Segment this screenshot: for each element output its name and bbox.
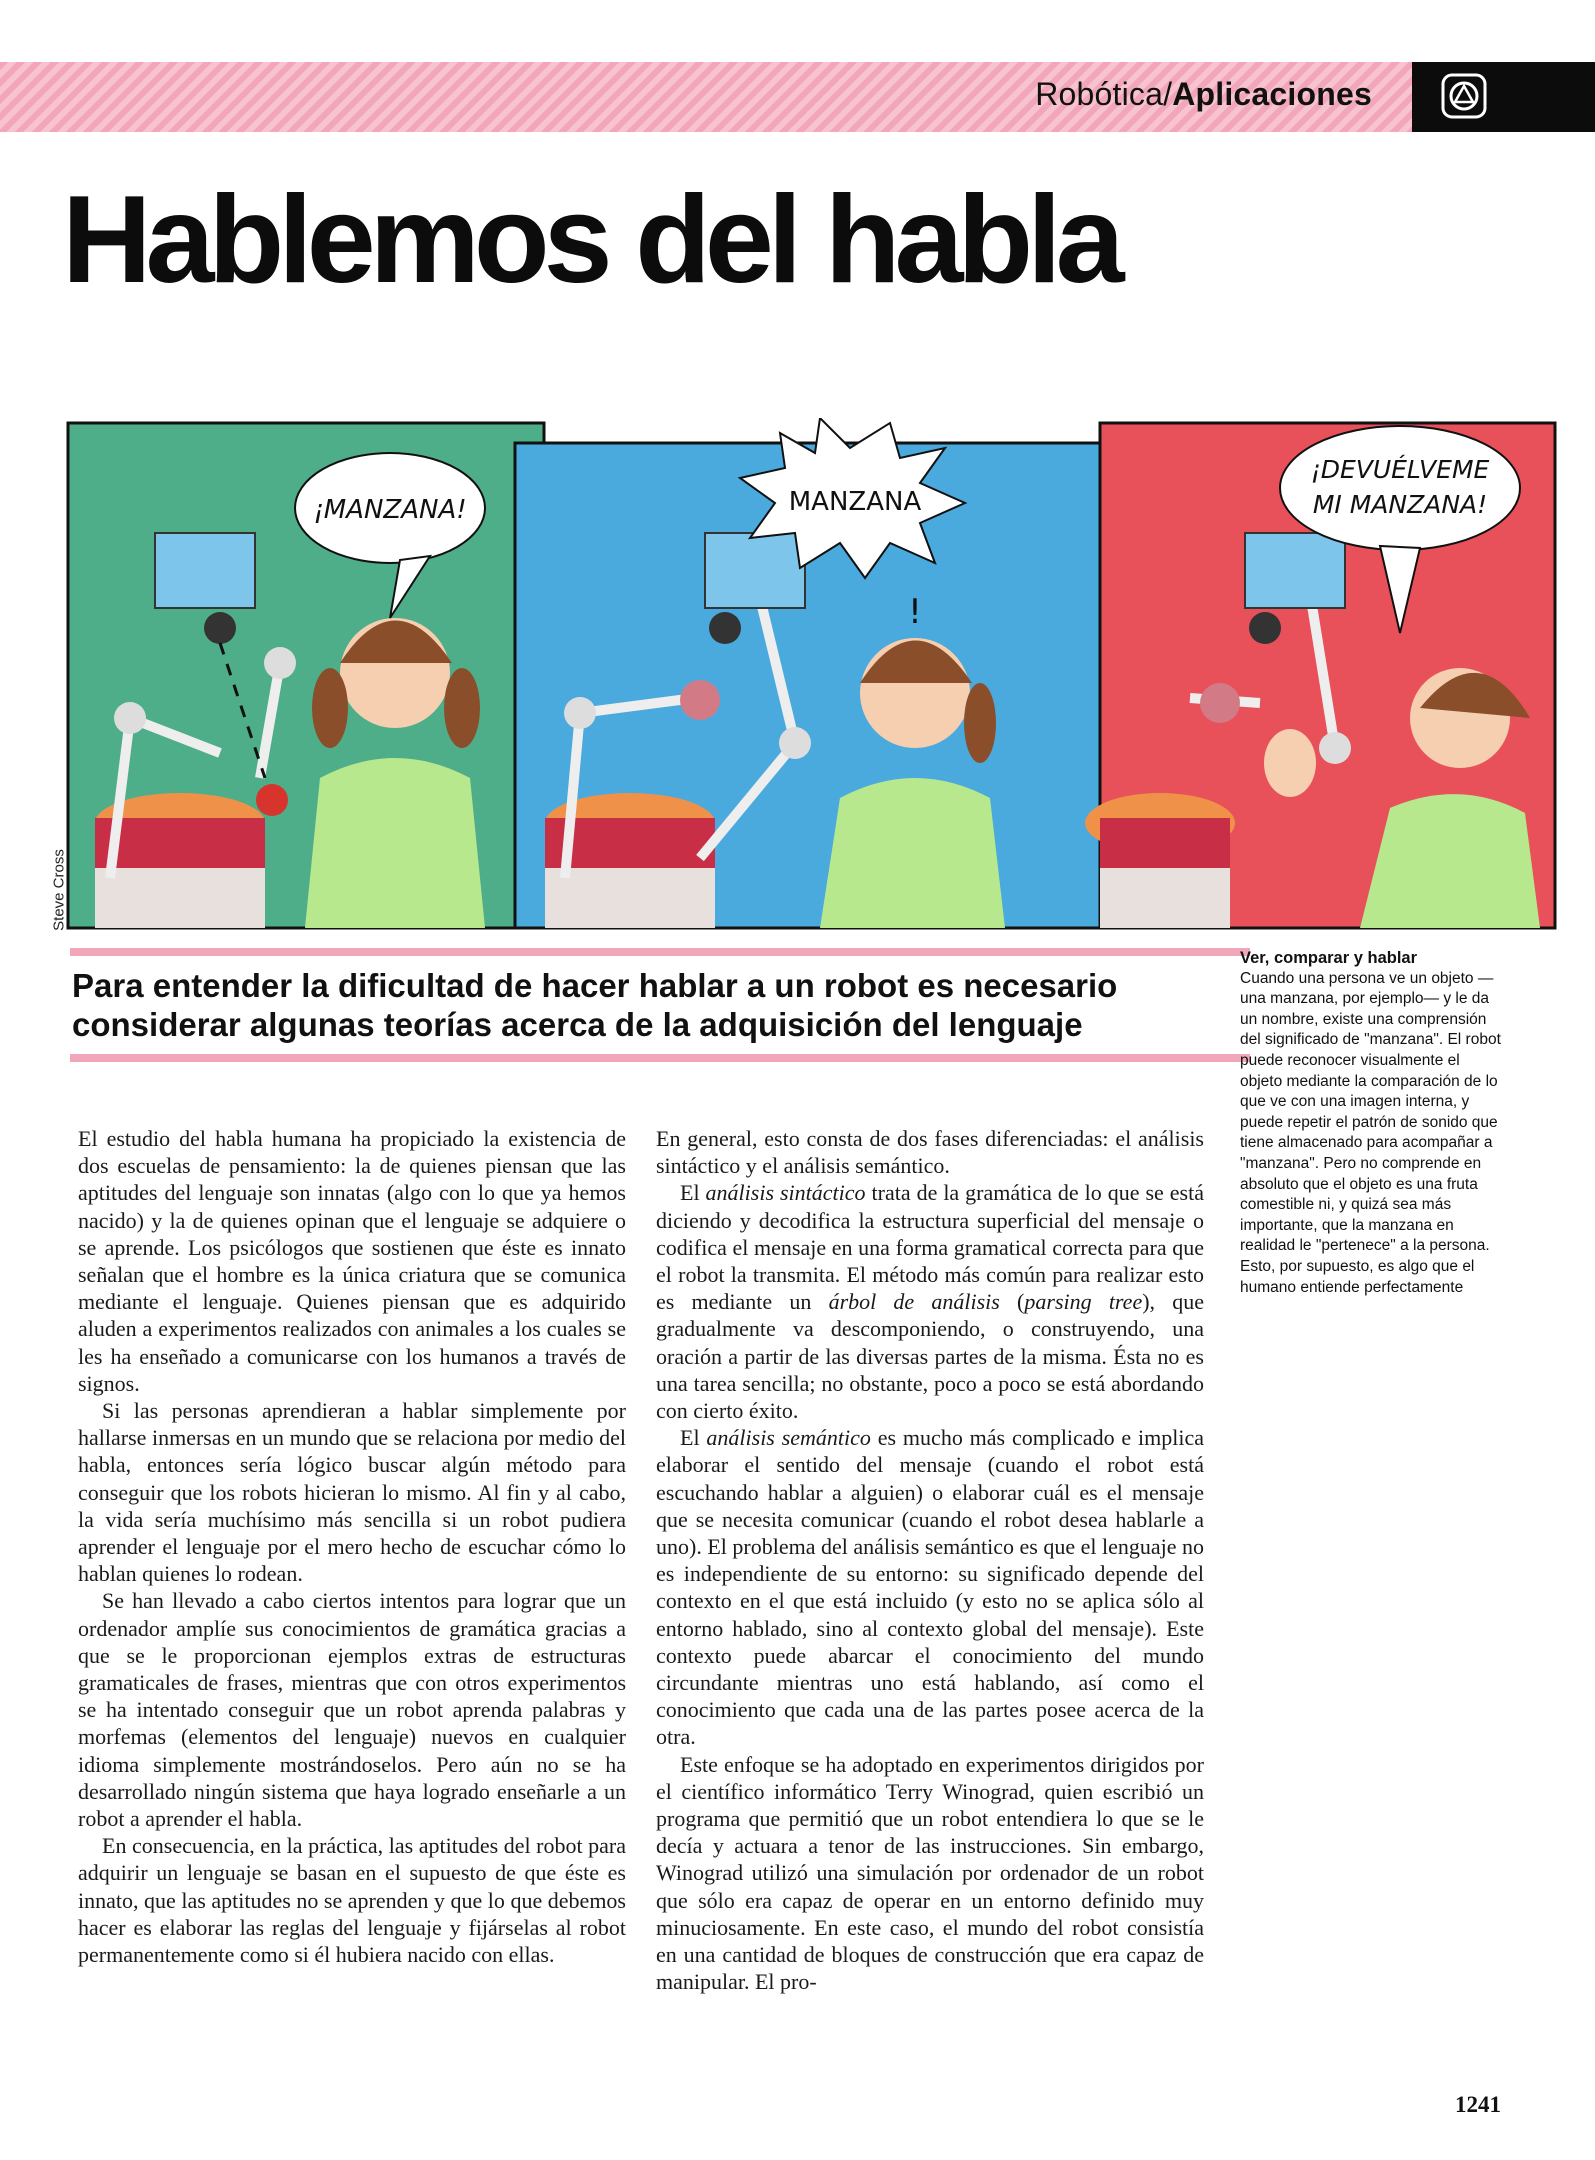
- text-run: El: [680, 1180, 706, 1206]
- panel2-speech: MANZANA: [788, 487, 922, 517]
- credit-text: Steve Cross: [50, 849, 68, 931]
- term-parse-tree: árbol de análisis: [828, 1289, 1000, 1315]
- panel2-exclamation: !: [908, 592, 922, 632]
- caption-title: Ver, comparar y hablar: [1240, 949, 1418, 967]
- series-logo: [1412, 62, 1595, 132]
- panel1-speech: ¡MANZANA!: [313, 495, 467, 525]
- body-column-2: [656, 1125, 1204, 1996]
- panel3-speech-line1: ¡DEVUÉLVEME: [1310, 455, 1490, 484]
- text-run: trata de la gramática de lo que se está diciendo y decodifica la estructura superficial del mensaje o codifica el mensaje en una forma gramatical correcta para que el robot la transmita. El método más común para realizar esto es mediante un: [656, 1180, 1204, 1315]
- paragraph: [656, 1424, 1204, 1750]
- paragraph: En general, esto consta de dos fases diferenciadas: el análisis sintáctico y el análisis semántico.: [656, 1126, 1204, 1179]
- header-band: [0, 62, 1412, 132]
- page-title: Hablemos del habla: [62, 171, 1119, 309]
- term-parsing-tree: parsing tree: [1024, 1289, 1143, 1315]
- section-name: Robótica/: [1035, 76, 1173, 112]
- subtitle-rule-top: [70, 948, 1250, 956]
- paragraph: [656, 1179, 1204, 1424]
- page-number: 1241: [1455, 2092, 1501, 2117]
- comic-panel-3: [1085, 423, 1555, 928]
- paragraph: El estudio del habla humana ha propiciado la existencia de dos escuelas de pensamiento: la de quienes piensan que las aptitudes del lenguaje son innatas (algo con lo que ya hemos nacido) y la de quienes opinan que el lenguaje se adquiere o se aprende. Los psicólogos que sostienen que éste es innato señalan que el hombre es la única criatura que se comunica mediante el lenguaje. Quienes piensan que es adquirido aluden a experimentos realizados con animales a los cuales se les ha enseñado a comunicarse con los humanos a través de signos.: [78, 1126, 626, 1396]
- text-run: es mucho más complicado e implica elaborar el sentido del mensaje (cuando el robot está escuchando hablar a alguien) o elaborar cuál es el mensaje que se necesita comunicar (cuando el robot desea hablarle a uno). El problema del análisis semántico es que el lenguaje no es independiente de su entorno: su significado depende del contexto en el que está incluido (y esto no se aplica sólo al entorno hablado, sino al contexto global del mensaje). Este contexto puede abarcar el conocimiento del mundo circundante mientras uno está hablando, así como el conocimiento que cada una de las partes posee acerca de la otra.: [656, 1425, 1205, 1750]
- comic-panel-2: [515, 418, 1110, 928]
- text-run: ), que gradualmente va descomponiendo, o construyendo, una oración a partir de las diversas partes de la misma. Ésta no es una tarea sencilla; no obstante, poco a poco se está abordando con cierto éxito.: [656, 1289, 1205, 1424]
- comic-panel-1: [68, 423, 544, 928]
- panel3-speech-line2: MI MANZANA!: [1312, 490, 1488, 519]
- caption-text: Cuando una persona ve un objeto —una manzana, por ejemplo— y le da un nombre, existe una comprensión del significado de "manzana". El robot puede reconocer visualmente el objeto mediante la comparación de lo que ve con una imagen interna, y puede repetir el patrón de sonido que tiene almacenado para acompañar a "manzana". Pero no comprende en absoluto que el objeto es una fruta comestible ni, y quizá sea más importante, que la manzana en realidad le "pertenece" a la persona. Esto, por supuesto, es algo que el humano entiende perfectamente: [1240, 969, 1501, 1296]
- paragraph: Se han llevado a cabo ciertos intentos para lograr que un ordenador amplíe sus conocimientos de gramática gracias a que se le proporcionan ejemplos extras de estructuras gramaticales de frases, mientras que con otros experimentos se ha intentado conseguir que un robot aprenda palabras y morfemas (elementos del lenguaje) nuevos en cualquier idioma simplemente mostrándoselos. Pero aún no se ha desarrollado ningún sistema que haya logrado enseñarle a un robot a aprender el habla.: [78, 1588, 626, 1832]
- body-column-1: [78, 1125, 626, 1968]
- paragraph: Si las personas aprendieran a hablar simplemente por hallarse inmersas en un mundo que se relaciona por medio del habla, entonces sería lógico buscar algún método para conseguir que los robots hicieran lo mismo. Al fin y al cabo, la vida sería muchísimo más sencilla si un robot pudiera aprender el lenguaje por el mero hecho de escuchar cómo lo hablan quienes lo rodean.: [78, 1398, 626, 1587]
- article-subtitle: Para entender la dificultad de hacer hablar a un robot es necesario considerar algunas teorías acerca de la adquisición del lenguaje: [72, 967, 1118, 1043]
- term-syntactic-analysis: análisis sintáctico: [705, 1180, 866, 1206]
- comic-illustration: [60, 418, 1560, 938]
- text-run: El: [680, 1425, 707, 1451]
- paragraph: Este enfoque se ha adoptado en experimentos dirigidos por el científico informático Terry Winograd, quien escribió un programa que permitió que un robot entendiera lo que se le decía y actuara a tenor de las instrucciones. Sin embargo, Winograd utilizó una simulación por ordenador de un robot que sólo era capaz de operar en un entorno definido muy minuciosamente. En este caso, el mundo del robot consistía en una cantidad de bloques de construcción que era capaz de manipular. El pro-: [656, 1751, 1204, 1995]
- gear-triangle-icon: [1440, 72, 1488, 120]
- subsection-name: Aplicaciones: [1172, 76, 1372, 112]
- section-label: [1035, 76, 1372, 113]
- illustration-credit: [44, 840, 74, 940]
- subtitle-rule-bottom: [70, 1054, 1250, 1062]
- paragraph: En consecuencia, en la práctica, las aptitudes del robot para adquirir un lenguaje se basan en el supuesto de que éste es innato, que las aptitudes no se aprenden y que lo que debemos hacer es elaborar las reglas del lenguaje y fijárselas al robot permanentemente como si él hubiera nacido con ellas.: [78, 1833, 626, 1968]
- image-caption: [1240, 948, 1505, 1298]
- term-semantic-analysis: análisis semántico: [706, 1425, 871, 1451]
- text-run: (: [999, 1289, 1025, 1315]
